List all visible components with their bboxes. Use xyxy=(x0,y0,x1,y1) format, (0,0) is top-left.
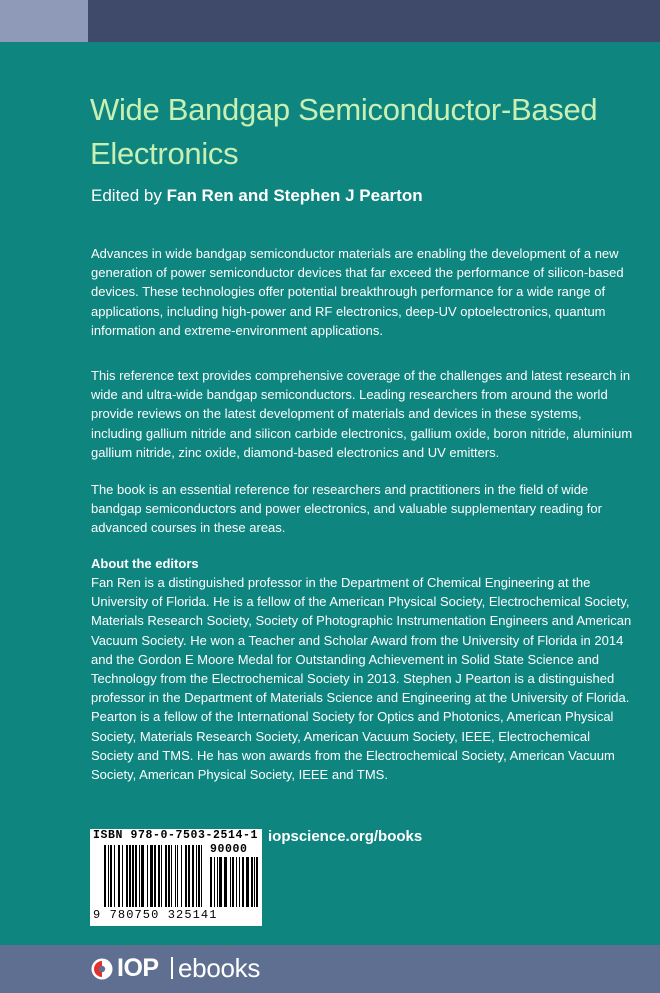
barcode-bar xyxy=(158,845,160,907)
edited-by-prefix: Edited by xyxy=(91,186,167,205)
barcode-bar xyxy=(139,845,140,907)
barcode-bar xyxy=(154,845,156,907)
isbn-label: ISBN 978-0-7503-2514-1 xyxy=(93,829,259,842)
barcode-bar xyxy=(214,857,215,907)
description-paragraph-3: The book is an essential reference for researchers and practitioners in the field of wide bandgap semiconductors and power electronics, and valuable supplementary reading for advanced courses in these areas. xyxy=(91,482,602,536)
isbn-digits: 9 780750 325141 xyxy=(93,908,218,922)
barcode-bar xyxy=(150,845,153,907)
barcode-bar xyxy=(129,845,131,907)
barcode-bars-icon xyxy=(104,845,204,907)
barcode-bar xyxy=(192,845,194,907)
barcode-bar xyxy=(177,845,178,907)
barcode-bar xyxy=(122,845,123,907)
barcode-bar xyxy=(196,845,197,907)
barcode-bar xyxy=(141,845,144,907)
barcode-bar xyxy=(239,857,240,907)
barcode-bar xyxy=(217,857,218,907)
book-title: Wide Bandgap Semiconductor-Based Electronics xyxy=(90,92,598,171)
iop-logo-icon xyxy=(91,958,113,980)
barcode-bar xyxy=(161,845,162,907)
barcode-bar xyxy=(224,857,227,907)
barcode-bar xyxy=(171,845,172,907)
barcode-bar xyxy=(132,845,134,907)
editor-names: Fan Ren and Stephen J Pearton xyxy=(166,186,423,205)
barcode-bar xyxy=(181,845,182,907)
barcode-bar xyxy=(230,857,231,907)
editors-line xyxy=(91,186,423,206)
footer-product: ebooks xyxy=(178,953,261,983)
barcode-bar xyxy=(201,845,202,907)
footer-separator xyxy=(171,957,173,979)
description-paragraph-2: This reference text provides comprehensive coverage of the challenges and latest research in wide and ultra-wide bandgap semiconductors. Leading researchers from around the world provide reviews on the latest development of materials and devices in these systems, including gallium nitride and silicon carbide electronics, gallium oxide, boron nitride, aluminium gallium nitride, zinc oxide, diamond-based electronics and UV emitters. xyxy=(91,368,633,460)
barcode-bar xyxy=(168,845,170,907)
top-bar-accent xyxy=(0,0,88,42)
barcode-bar xyxy=(108,845,109,907)
barcode-bar xyxy=(242,857,244,907)
barcode-addon-bars-icon xyxy=(210,857,258,907)
barcode-bar xyxy=(175,845,176,907)
barcode-bar xyxy=(118,845,120,907)
barcode-bar xyxy=(185,845,187,907)
barcode-bar xyxy=(246,857,249,907)
barcode-bar xyxy=(198,845,200,907)
barcode-bar xyxy=(232,857,234,907)
barcode-bar xyxy=(104,845,106,907)
barcode-bar xyxy=(126,845,128,907)
barcode-bar xyxy=(165,845,167,907)
about-editors-heading: About the editors xyxy=(91,556,199,571)
barcode-bar xyxy=(254,857,255,907)
barcode-bar xyxy=(256,857,258,907)
top-bar xyxy=(0,0,660,42)
footer-brand: IOP xyxy=(117,954,159,982)
barcode-bar xyxy=(251,857,253,907)
barcode-bar xyxy=(210,857,212,907)
website-link[interactable]: iopscience.org/books xyxy=(268,828,423,845)
barcode-bar xyxy=(114,845,115,907)
barcode-bar xyxy=(188,845,190,907)
description-paragraph-1: Advances in wide bandgap semiconductor materials are enabling the development of a new generation of power semiconductor devices that far exceed the performance of silicon-based devices. These technologies offer potential breakthrough performance for a wide range of applications, including high-power and RF electronics, deep-UV optoelectronics, quantum information and extreme-environment applications. xyxy=(91,246,624,338)
barcode-bar xyxy=(236,857,237,907)
barcode-bar xyxy=(147,845,148,907)
about-editors-text: Fan Ren is a distinguished professor in the Department of Chemical Engineering at the University of Florida. He is a fellow of the American Physical Society, Electrochemical Society, Materials Research Society, Society of Photographic Instrumentation Engineers and American Vacuum Society. He won a Teacher and Scholar Award from the University of Florida in 2014 and the Gordon E Moore Medal for Outstanding Achievement in Solid State Science and Technology from the Electrochemical Society in 2013. Stephen J Pearton is a distinguished professor in the Department of Materials Science and Engineering at the University of Florida. Pearton is a fellow of the International Society for Optics and Photonics, American Physical Society, Materials Research Society, American Vacuum Society, IEEE, Electrochemical Society and TMS. He has won awards from the Electrochemical Society, American Vacuum Society, American Physical Society, IEEE and TMS. xyxy=(91,575,632,783)
barcode-addon: 90000 xyxy=(210,843,248,856)
barcode-bar xyxy=(110,845,112,907)
barcode-bar xyxy=(219,857,222,907)
barcode-bar xyxy=(135,845,137,907)
